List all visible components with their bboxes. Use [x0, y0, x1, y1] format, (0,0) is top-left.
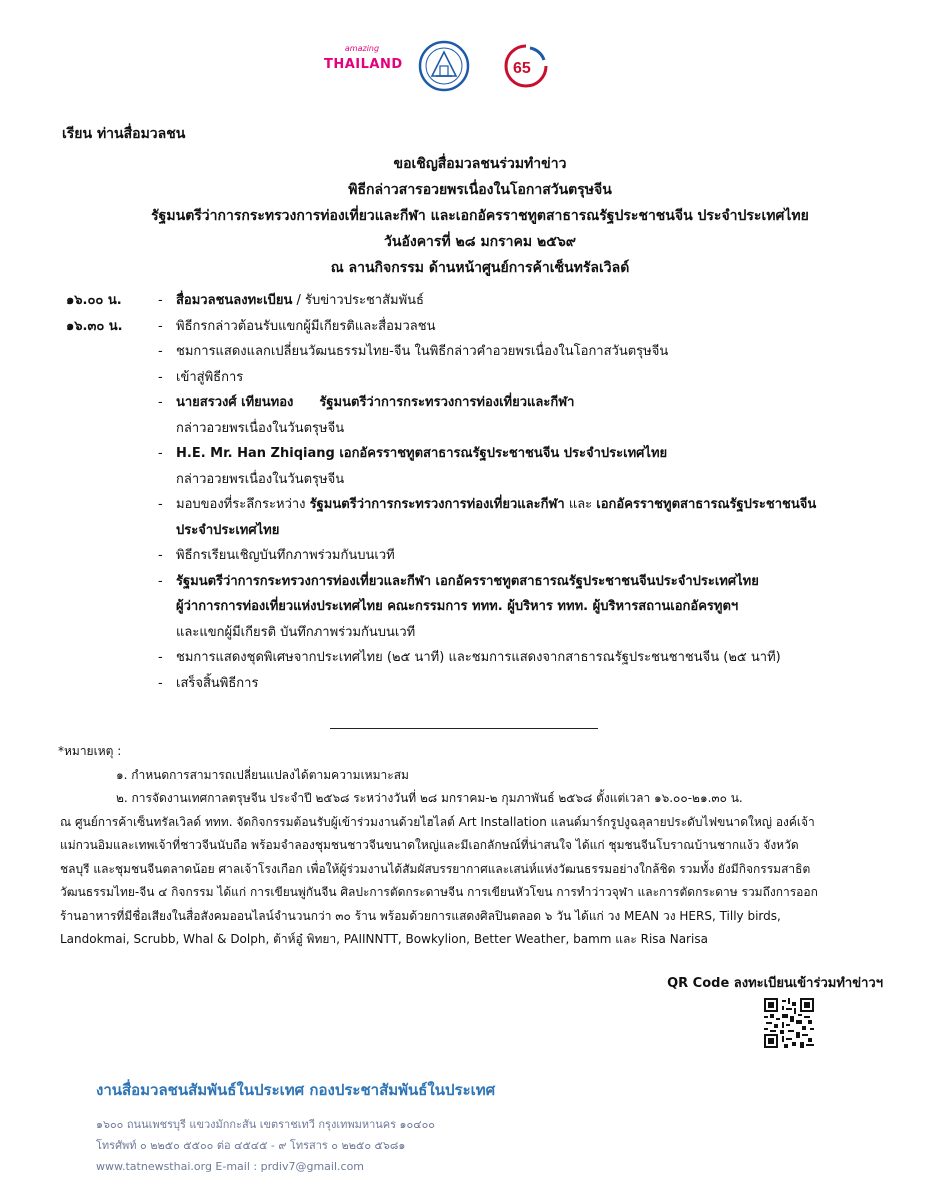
schedule-row [66, 416, 886, 442]
schedule-row [66, 671, 886, 697]
schedule-row [66, 645, 886, 671]
title-line-5: ณ ลานกิจกรรม ด้านหน้าศูนย์การค้าเซ็นทรัลเวิลด์ [330, 260, 630, 276]
gift-text-d: เอกอัครราชทูตสาธารณรัฐประชาชนจีน [596, 497, 817, 512]
amazing-thailand-logo [324, 44, 403, 72]
schedule-text: และแขกผู้มีเกียรติ บันทึกภาพร่วมกันบนเวที [176, 624, 416, 640]
bullet-dash: - [158, 395, 163, 410]
gift-text-a: มอบของที่ระลึกระหว่าง [176, 497, 310, 512]
remark-item-2-line-1: ๒. การจัดงานเทศกาลตรุษจีน ประจำปี ๒๕๖๘ ระหว่างวันที่ ๒๘ มกราคม-๒ กุมภาพันธ์ ๒๕๖๘ ตั้งแต่เวลา ๑๖.๐๐-๒๑.๓๐ น. [116, 791, 743, 805]
schedule-text [176, 390, 574, 416]
bullet-dash: - [158, 497, 163, 512]
schedule-row [66, 390, 886, 416]
schedule [66, 288, 886, 696]
bullet-dash: - [158, 446, 163, 461]
header-logos [0, 38, 927, 108]
logo-tat-small-text: amazing [344, 44, 380, 53]
schedule-row [66, 518, 886, 544]
qr-label: QR Code ลงทะเบียนเข้าร่วมทำข่าวฯ [667, 976, 883, 991]
footer-organization: งานสื่อมวลชนสัมพันธ์ในประเทศ กองประชาสัมพันธ์ในประเทศ [96, 1081, 496, 1099]
schedule-text: กล่าวอวยพรเนื่องในวันตรุษจีน [176, 420, 345, 436]
schedule-row [66, 288, 886, 314]
bullet-dash: - [158, 318, 163, 334]
schedule-text: กล่าวอวยพรเนื่องในวันตรุษจีน [176, 471, 345, 487]
schedule-text: ประจำประเทศไทย [176, 522, 280, 538]
tat-emblem-icon [418, 38, 470, 94]
schedule-text: H.E. Mr. Han Zhiqiang เอกอัครราชทูตสาธารณรัฐประชาชนจีน ประจำประเทศไทย [176, 446, 668, 461]
schedule-text: รัฐมนตรีว่าการกระทรวงการท่องเที่ยวและกีฬา เอกอัครราชทูตสาธารณรัฐประชาชนจีนประจำประเทศไทย [176, 573, 759, 589]
65-years-logo [500, 40, 552, 96]
bullet-dash: - [158, 344, 163, 359]
anniversary-65-icon [500, 40, 552, 92]
gift-text-c: และ [564, 497, 597, 512]
remark-item-2-line: ร้านอาหารที่มีชื่อเสียงในสื่อสังคมออนไลน์จำนวนกว่า ๓๐ ร้าน พร้อมด้วยการแสดงศิลปินตลอด ๖ วัน ได้แก่ วง MEAN วง HERS, Tilly birds, [60, 908, 781, 923]
schedule-row [66, 441, 886, 467]
registration-label: สื่อมวลชนลงทะเบียน [176, 293, 293, 308]
schedule-row [66, 339, 886, 365]
bullet-dash: - [158, 675, 163, 691]
title-line-1: ขอเชิญสื่อมวลชนร่วมทำข่าว [393, 156, 567, 172]
qr-code-icon[interactable] [764, 998, 814, 1048]
remark-item-1: ๑. กำหนดการสามารถเปลี่ยนแปลงได้ตามความเหมาะสม [116, 767, 409, 782]
schedule-row [66, 314, 886, 340]
schedule-text: ผู้ว่าการการท่องเที่ยวแห่งประเทศไทย คณะกรรมการ ททท. ผู้บริหาร ททท. ผู้บริหารสถานเอกอัครทูตฯ [176, 599, 739, 614]
schedule-text: พิธีกรกล่าวต้อนรับแขกผู้มีเกียรติและสื่อมวลชน [176, 318, 436, 334]
schedule-text: พิธีกรเรียนเชิญบันทึกภาพร่วมกันบนเวที [176, 548, 395, 563]
bullet-dash: - [158, 293, 163, 308]
salutation: เรียน ท่านสื่อมวลชน [62, 126, 186, 142]
title-line-3: รัฐมนตรีว่าการกระทรวงการท่องเที่ยวและกีฬา และเอกอัครราชทูตสาธารณรัฐประชาชนจีน ประจำประเทศไทย [151, 208, 809, 224]
remarks-heading: *หมายเหตุ : [58, 744, 122, 758]
remark-item-2-line: Landokmai, Scrubb, Whal & Dolph, ต้าห์อู๋ พิทยา, PAIINNTT, Bowkylion, Better Weather, bamm และ Risa Narisa [60, 932, 708, 946]
schedule-text: ชมการแสดงแลกเปลี่ยนวัฒนธรรมไทย-จีน ในพิธีกล่าวคำอวยพรเนื่องในโอกาสวันตรุษจีน [176, 344, 669, 359]
schedule-row [66, 569, 886, 595]
footer [96, 1078, 495, 1177]
remark-item-2-line: วัฒนธรรมไทย-จีน ๔ กิจกรรม ได้แก่ การเขียนพู่กันจีน ศิลปะการตัดกระดาษจีน การเขียนหัวโขน การทำว่าวจุฬา และการตัดกระดาษ รวมถึงการออก [60, 885, 818, 899]
footer-phone: โทรศัพท์ ๐ ๒๒๕๐ ๕๕๐๐ ต่อ ๔๕๔๕ - ๙ โทรสาร ๐ ๒๒๕๐ ๕๖๘๑ [96, 1139, 406, 1152]
bullet-dash: - [158, 573, 163, 589]
section-divider [330, 728, 598, 729]
schedule-row [66, 620, 886, 646]
schedule-time: ๑๖.๐๐ น. [66, 293, 122, 308]
remark-item-2-line: ชลบุรี และชุมชนจีนตลาดน้อย ศาลเจ้าโรงเกือก เพื่อให้ผู้ร่วมงานได้สัมผัสบรรยากาศและเสน่ห์แห่งวัฒนธรรมอย่างใกล้ชิด รวมทั้ง ยังมีกิจกรรมสาธิต [60, 861, 811, 876]
logo-65-text: 65 [513, 60, 531, 77]
minister-title: รัฐมนตรีว่าการกระทรวงการท่องเที่ยวและกีฬา [319, 395, 575, 410]
bullet-dash: - [158, 650, 163, 665]
remarks [58, 740, 890, 952]
schedule-time: ๑๖.๓๐ น. [66, 318, 123, 334]
schedule-text [176, 492, 816, 518]
footer-address: ๑๖๐๐ ถนนเพชรบุรี แขวงมักกะสัน เขตราชเทวี กรุงเทพมหานคร ๑๐๔๐๐ [96, 1118, 435, 1131]
title-line-2: พิธีกล่าวสารอวยพรเนื่องในโอกาสวันตรุษจีน [348, 182, 612, 198]
schedule-row [66, 594, 886, 620]
tat-emblem-logo [418, 38, 470, 98]
schedule-text: เสร็จสิ้นพิธีการ [176, 675, 259, 691]
remark-item-2-line: แม่กวนอิมและเทพเจ้าที่ชาวจีนนับถือ พร้อมจำลองชุมชนชาวจีนขนาดใหญ่และมีเอกลักษณ์ที่น่าสนใจ ได้แก่ ชุมชนจีนโบราณบ้านชากแง้ว จังหวัด [60, 838, 799, 852]
schedule-row [66, 365, 886, 391]
schedule-text: เข้าสู่พิธีการ [176, 369, 244, 385]
registration-rest: / รับข่าวประชาสัมพันธ์ [292, 293, 424, 308]
footer-web-email[interactable]: www.tatnewsthai.org E-mail : prdiv7@gmail.com [96, 1160, 365, 1173]
bullet-dash: - [158, 548, 163, 563]
minister-name: นายสรวงศ์ เทียนทอง [176, 395, 294, 410]
logo-tat-main-text: THAILAND [324, 57, 403, 72]
schedule-row [66, 492, 886, 518]
schedule-row [66, 467, 886, 493]
schedule-text [176, 288, 424, 314]
bullet-dash: - [158, 369, 163, 385]
schedule-text: ชมการแสดงชุดพิเศษจากประเทศไทย (๒๕ นาที) และชมการแสดงจากสาธารณรัฐประชนชาชนจีน (๒๕ นาที) [176, 650, 781, 665]
remark-item-2-line: ณ ศูนย์การค้าเซ็นทรัลเวิลด์ ททท. จัดกิจกรรมต้อนรับผู้เข้าร่วมงานด้วยไฮไลต์ Art Installation แลนด์มาร์กรูปงูฉลุลายประดับไฟขนาดใหญ่ องค์เจ้า [60, 814, 815, 829]
gift-text-b: รัฐมนตรีว่าการกระทรวงการท่องเที่ยวและกีฬา [309, 497, 565, 512]
schedule-row [66, 543, 886, 569]
title-line-4: วันอังคารที่ ๒๘ มกราคม ๒๕๖๙ [384, 234, 576, 250]
invitation-title [100, 151, 860, 281]
